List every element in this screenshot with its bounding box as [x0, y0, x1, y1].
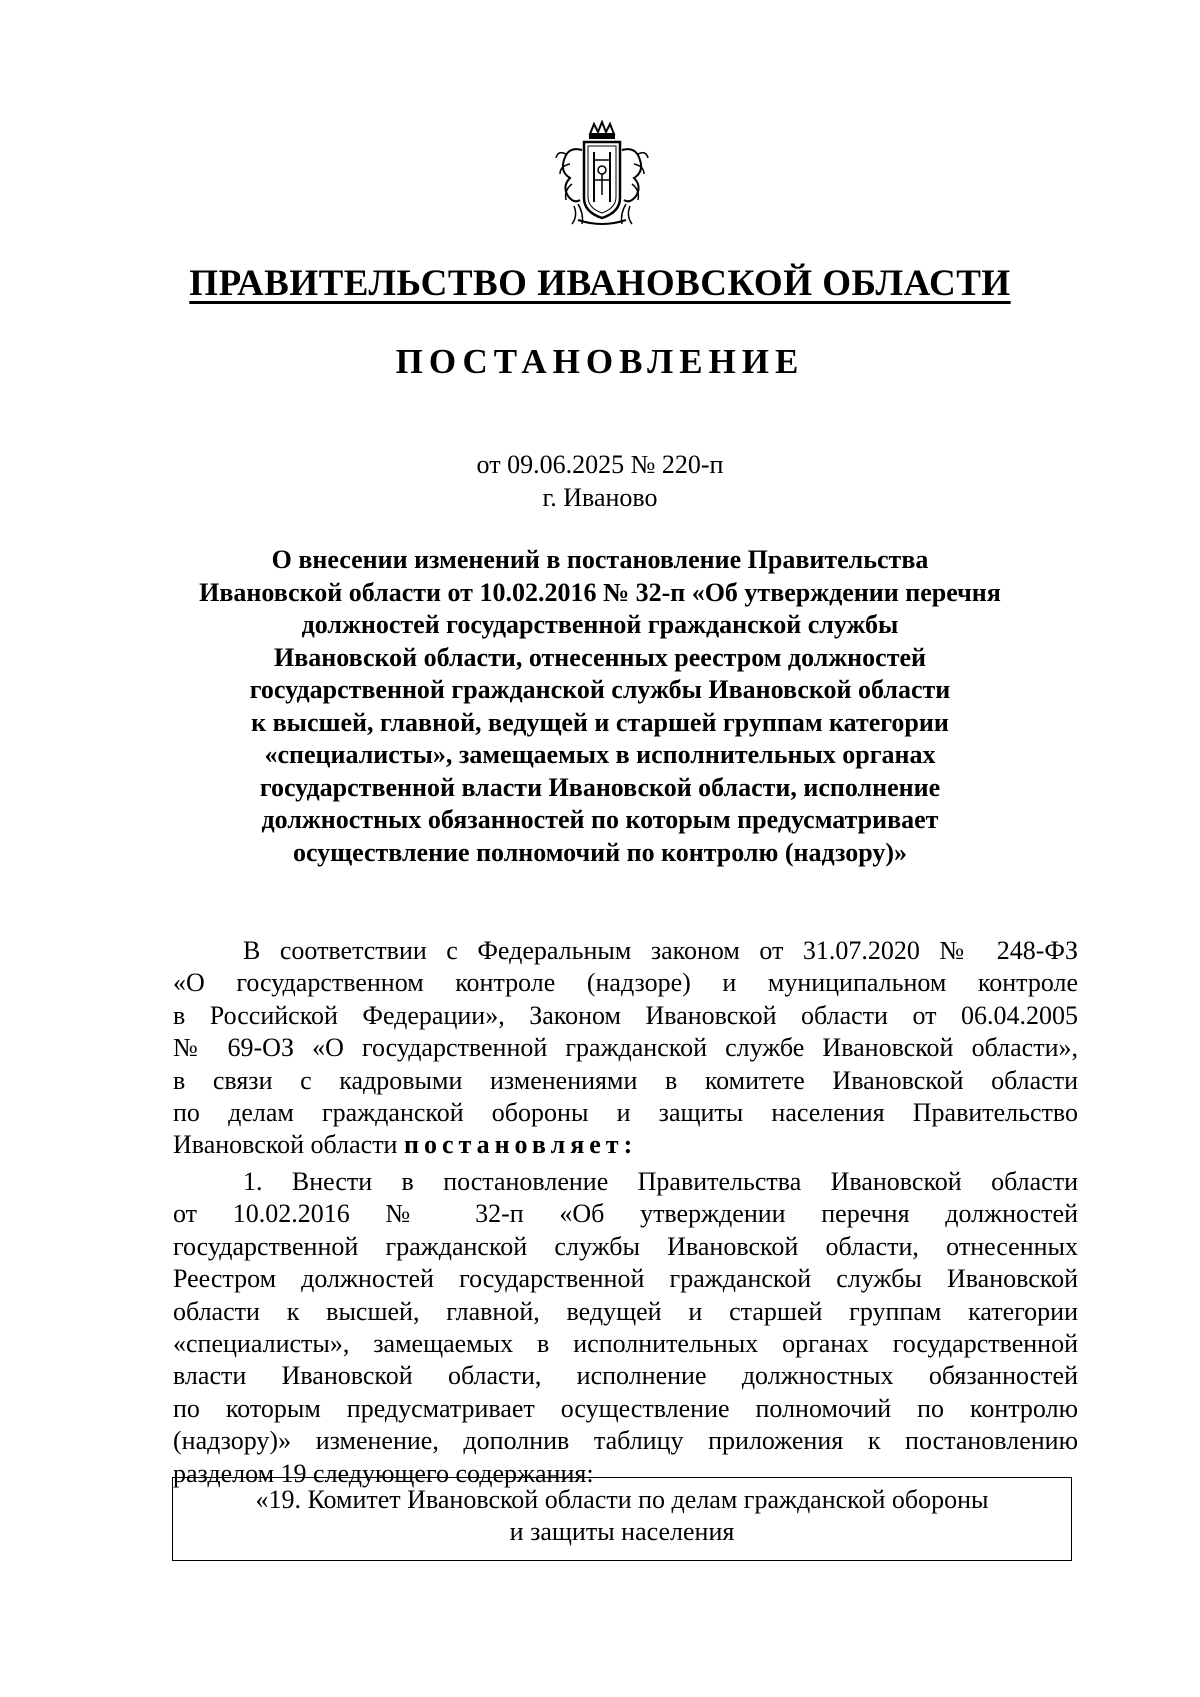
preamble-line: «О государственном контроле (надзоре) и муниципальном контроле [173, 968, 1078, 998]
coat-of-arms-icon [554, 120, 650, 230]
item-1-paragraph [173, 1166, 1078, 1490]
preamble-paragraph [173, 935, 1078, 1162]
government-title: ПРАВИТЕЛЬСТВО ИВАНОВСКОЙ ОБЛАСТИ [189, 263, 1011, 304]
item-line: «специалисты», замещаемых в исполнительных органах государственной [173, 1329, 1078, 1359]
preamble-line: по делам гражданской обороны и защиты населения Правительство [173, 1098, 1078, 1128]
item-line: разделом 19 следующего содержания: [173, 1458, 594, 1488]
preamble-last-line [173, 1129, 1078, 1161]
item-line: государственной гражданской службы Ивановской области, отнесенных [173, 1231, 1078, 1261]
document-type: ПОСТАНОВЛЕНИЕ [395, 342, 805, 381]
subject-line: должностных обязанностей по которым предусматривает [261, 805, 939, 834]
item-line: по которым предусматривает осуществление полномочий по контролю [173, 1393, 1078, 1423]
preamble-line: в связи с кадровыми изменениями в комитете Ивановской области [173, 1065, 1078, 1095]
item-line: от 10.02.2016 № 32-п «Об утверждении перечня должностей [173, 1199, 1078, 1229]
item-line: Реестром должностей государственной гражданской службы Ивановской [173, 1264, 1078, 1294]
subject-line: «специалисты», замещаемых в исполнительных органах [264, 740, 936, 769]
preamble-line: в Российской Федерации», Законом Ивановской области от 06.04.2005 [173, 1000, 1078, 1030]
item-line: области к высшей, главной, ведущей и старшей группам категории [173, 1296, 1078, 1326]
subject-line: государственной власти Ивановской области, исполнение [259, 772, 941, 802]
subject-line: должностей государственной гражданской службы [301, 610, 899, 639]
document-subject [150, 544, 1050, 869]
subject-line: осуществление полномочий по контролю (надзору)» [292, 837, 908, 867]
subject-line: О внесении изменений в постановление Правительства [271, 545, 929, 574]
table-row [173, 1484, 1071, 1548]
city: г. Иваново [542, 483, 658, 512]
subject-line: Ивановской области от 10.02.2016 № 32-п «Об утверждении перечня [199, 577, 1001, 607]
appendix-table [172, 1477, 1072, 1561]
subject-line: государственной гражданской службы Ивановской области [249, 675, 951, 704]
preamble-line: № 69-ОЗ «О государственной гражданской службе Ивановской области», [173, 1033, 1078, 1063]
table-row-line: «19. Комитет Ивановской области по делам гражданской обороны [255, 1485, 989, 1514]
preamble-line: В соответствии с Федеральным законом от 31.07.2020 № 248-ФЗ [243, 936, 1078, 965]
decree-word: постановляет: [403, 1130, 638, 1160]
preamble-last-prefix: Ивановской области [173, 1130, 404, 1160]
table-row-line: и защиты населения [509, 1517, 735, 1546]
subject-line: Ивановской области, отнесенных реестром должностей [274, 642, 926, 672]
item-line: (надзору)» изменение, дополнив таблицу приложения к постановлению [173, 1426, 1078, 1456]
item-line: 1. Внести в постановление Правительства Ивановской области [243, 1167, 1078, 1196]
date-number: от 09.06.2025 № 220-п [476, 450, 724, 479]
item-line: власти Ивановской области, исполнение должностных обязанностей [173, 1361, 1078, 1391]
subject-line: к высшей, главной, ведущей и старшей группам категории [251, 707, 949, 737]
